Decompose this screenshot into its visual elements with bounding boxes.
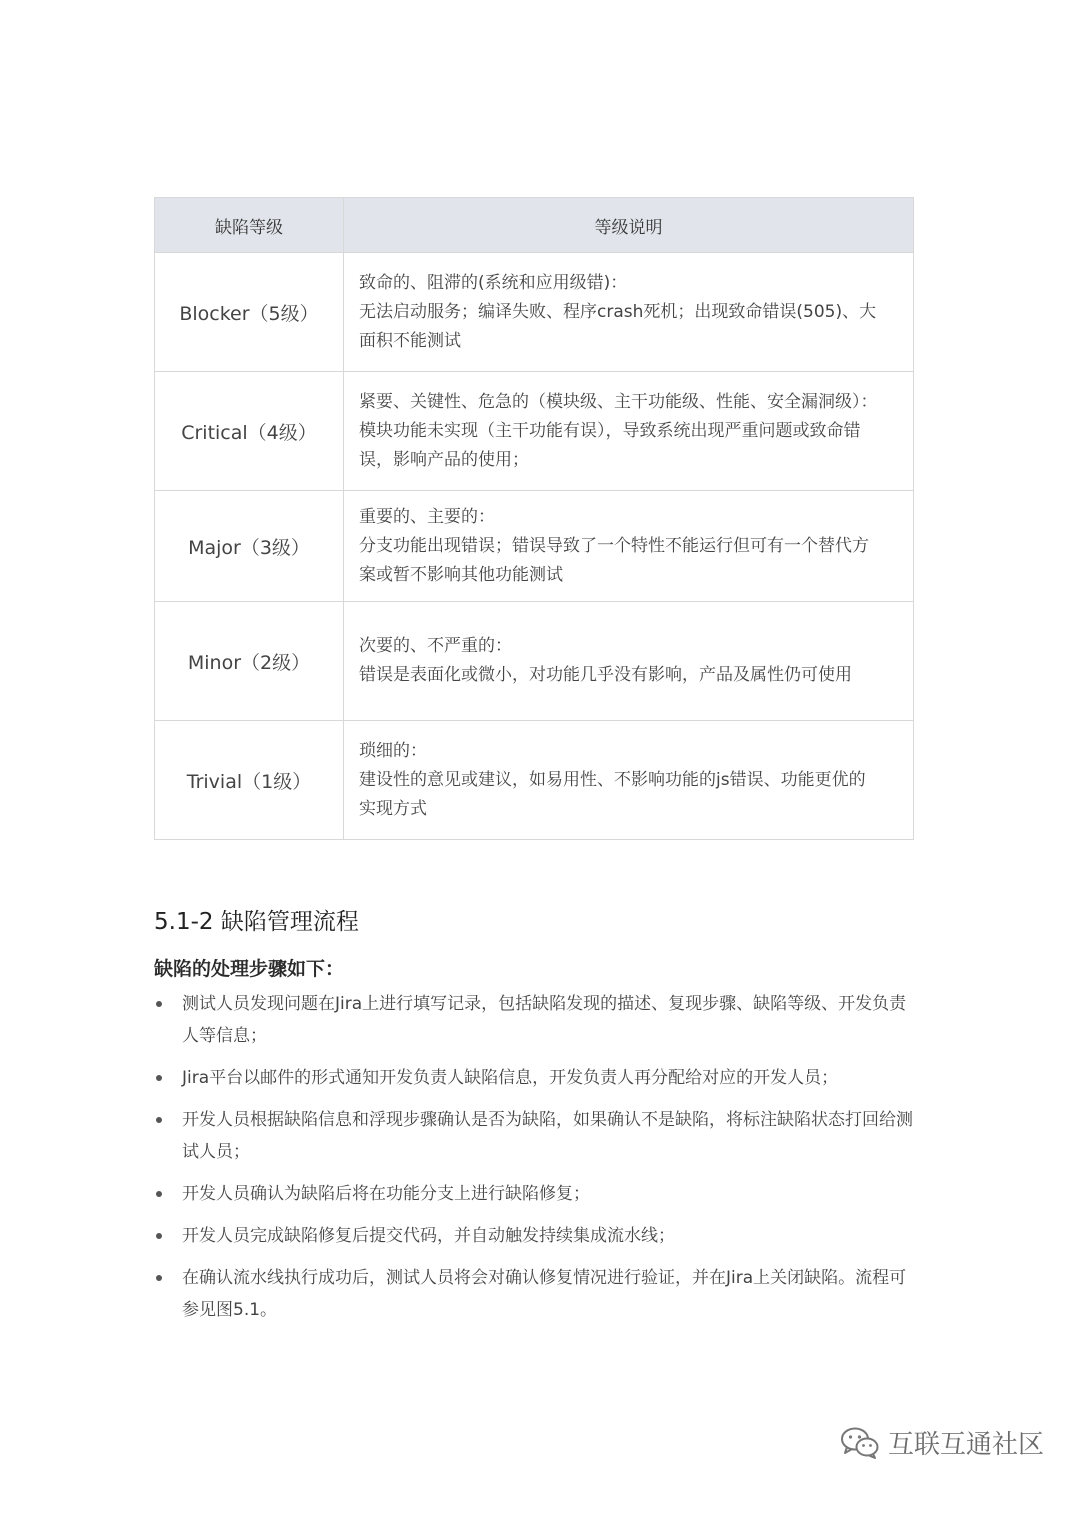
bullet-icon xyxy=(156,1075,162,1081)
list-item xyxy=(154,988,914,1052)
level-blocker: Blocker（5级） xyxy=(155,253,344,372)
desc-blocker xyxy=(344,253,914,372)
desc-line: 重要的、主要的： xyxy=(359,506,495,527)
list-item xyxy=(154,1062,914,1094)
desc-trivial xyxy=(344,721,914,840)
desc-line: 建设性的意见或建议，如易用性、不影响功能的js错误、功能更优的 xyxy=(359,769,866,790)
desc-line: 实现方式 xyxy=(359,798,427,819)
desc-line: 紧要、关键性、危急的（模块级、主干功能级、性能、安全漏洞级）： xyxy=(359,391,878,412)
watermark xyxy=(840,1424,1044,1461)
desc-line: 错误是表面化或微小，对功能几乎没有影响，产品及属性仍可使用 xyxy=(359,665,852,685)
step-text: 开发人员根据缺陷信息和浮现步骤确认是否为缺陷，如果确认不是缺陷，将标注缺陷状态打回给测试人员； xyxy=(182,1110,913,1162)
step-text: 开发人员完成缺陷修复后提交代码，并自动触发持续集成流水线； xyxy=(182,1226,675,1246)
desc-line: 致命的、阻滞的(系统和应用级错)： xyxy=(359,272,628,293)
desc-line: 面积不能测试 xyxy=(359,330,461,351)
desc-line: 次要的、不严重的： xyxy=(359,636,512,656)
list-item xyxy=(154,1262,914,1326)
desc-critical xyxy=(344,372,914,491)
table-header-row xyxy=(155,198,914,253)
table-row-minor xyxy=(155,602,914,721)
step-text: 开发人员确认为缺陷后将在功能分支上进行缺陷修复； xyxy=(182,1184,590,1204)
bullet-icon xyxy=(156,1233,162,1239)
step-text: Jira平台以邮件的形式通知开发负责人缺陷信息，开发负责人再分配给对应的开发人员； xyxy=(182,1068,839,1088)
steps-title: 缺陷的处理步骤如下： xyxy=(154,958,345,980)
watermark-text: 互联互通社区 xyxy=(887,1430,1044,1460)
defect-level-table xyxy=(154,197,914,840)
desc-line: 无法启动服务；编译失败、程序crash死机；出现致命错误(505)、大 xyxy=(359,301,877,322)
desc-line: 分支功能出现错误；错误导致了一个特性不能运行但可有一个替代方 xyxy=(359,535,869,556)
steps-list xyxy=(154,988,914,1336)
table-row-blocker xyxy=(155,253,914,372)
desc-line: 误，影响产品的使用； xyxy=(359,449,529,470)
header-defect-level: 缺陷等级 xyxy=(155,198,344,253)
desc-major xyxy=(344,491,914,602)
level-critical: Critical（4级） xyxy=(155,372,344,491)
table-row-major xyxy=(155,491,914,602)
level-major: Major（3级） xyxy=(155,491,344,602)
step-text: 在确认流水线执行成功后，测试人员将会对确认修复情况进行验证，并在Jira上关闭缺陷。流程可参见图5.1。 xyxy=(182,1268,907,1320)
table-row-critical xyxy=(155,372,914,491)
header-level-description: 等级说明 xyxy=(344,198,914,253)
desc-minor xyxy=(344,602,914,721)
desc-line: 琐细的： xyxy=(359,740,427,761)
bullet-icon xyxy=(156,1275,162,1281)
desc-line: 案或暂不影响其他功能测试 xyxy=(359,564,563,585)
bullet-icon xyxy=(156,1117,162,1123)
wechat-icon xyxy=(840,1426,880,1460)
level-trivial: Trivial（1级） xyxy=(155,721,344,840)
list-item xyxy=(154,1178,914,1210)
list-item xyxy=(154,1104,914,1168)
table-row-trivial xyxy=(155,721,914,840)
level-minor: Minor（2级） xyxy=(155,602,344,721)
step-text: 测试人员发现问题在Jira上进行填写记录，包括缺陷发现的描述、复现步骤、缺陷等级、开发负责人等信息； xyxy=(182,994,907,1046)
bullet-icon xyxy=(156,1001,162,1007)
section-heading: 5.1-2 缺陷管理流程 xyxy=(154,909,359,935)
list-item xyxy=(154,1220,914,1252)
desc-line: 模块功能未实现（主干功能有误），导致系统出现严重问题或致命错 xyxy=(359,420,861,441)
bullet-icon xyxy=(156,1191,162,1197)
